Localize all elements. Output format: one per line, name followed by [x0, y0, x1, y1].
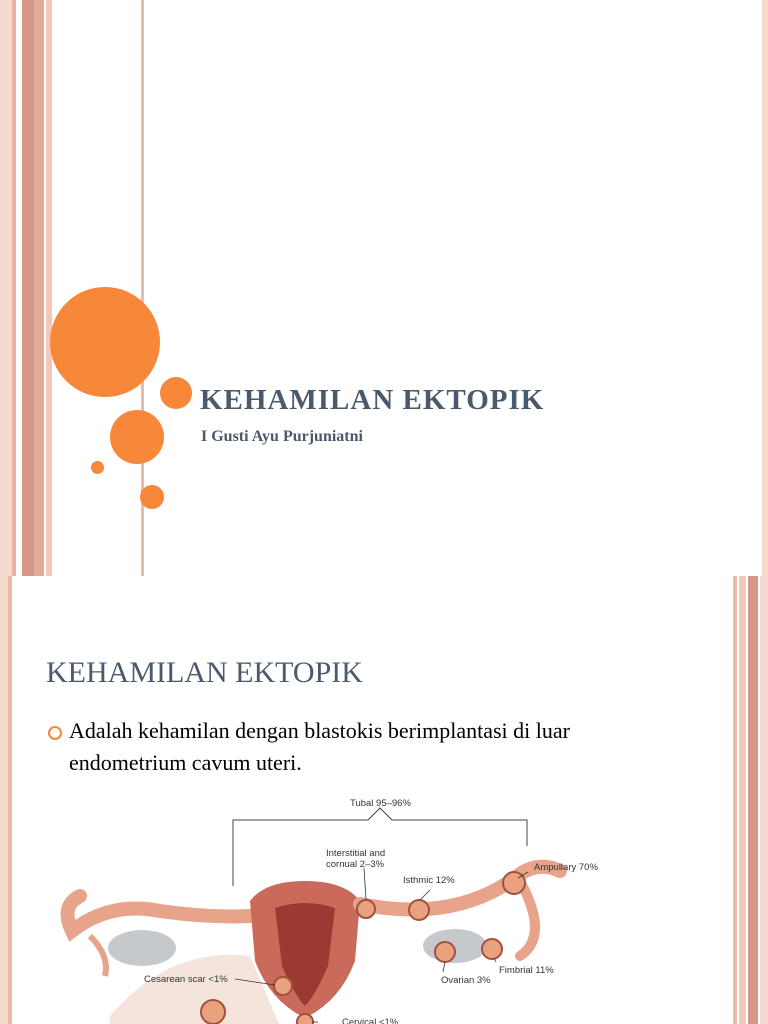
- decor-stripe: [8, 576, 12, 1024]
- decor-stripe: [0, 0, 12, 576]
- right-ovary: [423, 929, 487, 963]
- cesarean-scar-site: [274, 977, 292, 995]
- left-fimbria: [90, 936, 106, 976]
- left-ovary: [108, 930, 176, 966]
- fimbrial-site: [482, 939, 502, 959]
- right-fimbria: [520, 881, 535, 956]
- decor-stripe: [748, 576, 758, 1024]
- leader-line: [420, 890, 430, 900]
- bullet-icon: [48, 726, 62, 740]
- label-tubal: Tubal 95–96%: [350, 798, 411, 809]
- label-ovarian: Ovarian 3%: [441, 975, 491, 986]
- decor-circle: [140, 485, 164, 509]
- cervical-site: [297, 1014, 313, 1024]
- label-interstitial-2: cornual 2–3%: [326, 859, 385, 870]
- decor-stripe: [34, 0, 44, 576]
- label-interstitial: Interstitial and: [326, 848, 386, 859]
- decor-stripe: [0, 576, 8, 1024]
- left-fallopian-tube: [68, 896, 251, 931]
- decor-circle: [110, 410, 164, 464]
- bullet-text: Adalah kehamilan dengan blastokis berimplantasi di luar endometrium cavum uteri.: [69, 718, 570, 775]
- label-isthmic: Isthmic 12%: [403, 875, 455, 886]
- leader-line: [364, 868, 366, 899]
- label-fimbrial: Fimbrial 11%: [499, 965, 554, 976]
- ampullary-site: [503, 872, 525, 894]
- slide-title: KEHAMILAN EKTOPIK: [46, 656, 363, 689]
- decor-circle: [160, 377, 192, 409]
- ectopic-pregnancy-illustration: [50, 786, 670, 1024]
- decor-circle-large: [50, 287, 160, 397]
- abdominal-site: [201, 1000, 225, 1024]
- label-cesarean: Cesarean scar <1%: [144, 974, 228, 985]
- decor-circle-small: [91, 461, 104, 474]
- label-cervical: Cervical <1%: [342, 1017, 399, 1024]
- interstitial-site: [357, 900, 375, 918]
- tubal-bracket: [233, 808, 527, 886]
- decor-stripe: [12, 0, 16, 576]
- ovarian-site: [435, 942, 455, 962]
- decor-stripe: [733, 576, 737, 1024]
- label-ampullary: Ampullary 70%: [534, 862, 598, 873]
- decor-stripe: [22, 0, 34, 576]
- decor-stripe: [760, 576, 768, 1024]
- isthmic-site: [409, 900, 429, 920]
- decor-stripe: [762, 0, 768, 576]
- decor-stripe: [739, 576, 746, 1024]
- content-slide: [0, 576, 768, 1024]
- leader-line: [443, 962, 445, 972]
- decor-stripe: [46, 0, 52, 576]
- slide-subtitle: I Gusti Ayu Purjuniatni: [201, 428, 363, 445]
- slide-title: KEHAMILAN EKTOPIK: [200, 384, 545, 416]
